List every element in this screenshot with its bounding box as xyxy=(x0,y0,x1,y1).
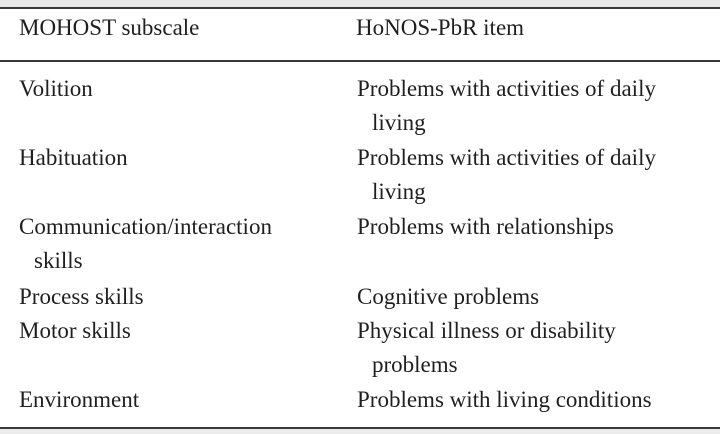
header-mohost-subscale: MOHOST subscale xyxy=(19,15,200,40)
subscale-text: Volition xyxy=(19,76,93,101)
subscale-cell xyxy=(19,383,339,417)
header-honos-pbr-item: HoNOS-PbR item xyxy=(356,15,525,40)
subscale-text: Motor skills xyxy=(19,318,131,343)
item-text-continued: living xyxy=(372,179,426,204)
subscale-cell xyxy=(19,314,339,348)
bottom-band xyxy=(0,429,720,434)
subscale-text: Process skills xyxy=(19,284,144,309)
subscale-text: Environment xyxy=(19,387,140,412)
top-rule xyxy=(0,7,720,9)
subscale-cell xyxy=(19,141,339,175)
item-cell xyxy=(357,210,712,244)
item-text: Problems with activities of daily xyxy=(357,145,656,170)
subscale-cell xyxy=(19,210,339,278)
subscale-text: Habituation xyxy=(19,145,128,170)
subscale-cell xyxy=(19,72,339,106)
header-rule xyxy=(0,60,720,62)
item-cell xyxy=(357,314,712,382)
item-text-continued: living xyxy=(372,110,426,135)
subscale-text-continued: skills xyxy=(34,248,83,273)
item-text: Physical illness or disability xyxy=(357,318,616,343)
item-text: Cognitive problems xyxy=(357,284,540,309)
item-text-continued: problems xyxy=(372,352,458,377)
item-text: Problems with living conditions xyxy=(357,387,652,412)
item-text: Problems with activities of daily xyxy=(357,76,656,101)
item-cell xyxy=(357,383,712,417)
subscale-cell xyxy=(19,280,339,314)
item-cell xyxy=(357,141,712,209)
item-text: Problems with relationships xyxy=(357,214,614,239)
subscale-text: Communication/interaction xyxy=(19,214,272,239)
item-cell xyxy=(357,280,712,314)
item-cell xyxy=(357,72,712,140)
